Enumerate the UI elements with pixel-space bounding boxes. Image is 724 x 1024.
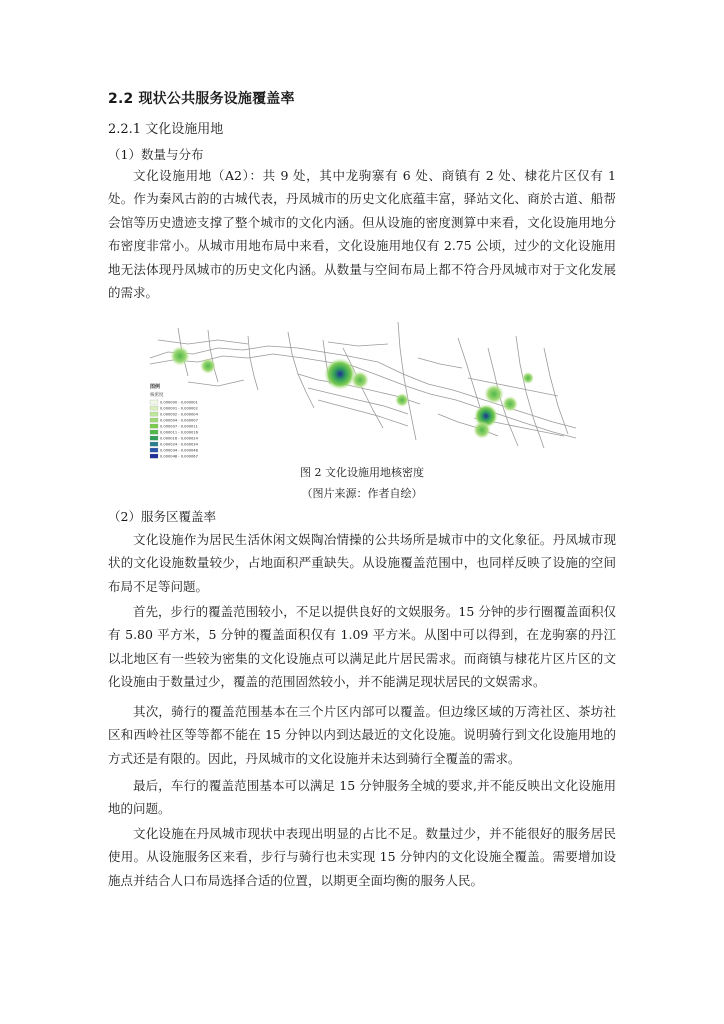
legend-swatch — [150, 442, 158, 446]
figure-caption: 图 2 文化设施用地核密度 — [300, 466, 424, 479]
legend-swatch — [150, 400, 158, 404]
figure-source: （图片来源：作者自绘） — [301, 487, 423, 500]
legend-label: 0.000011 - 0.000016 — [160, 430, 198, 435]
legend-label: 0.000034 - 0.000048 — [160, 448, 198, 453]
legend-swatch — [150, 424, 158, 428]
legend-swatch — [150, 448, 158, 452]
part1-title: （1）数量与分布 — [108, 147, 204, 162]
legend-label: 0.000048 - 0.000067 — [160, 454, 198, 459]
legend-subtitle: 核密度 — [150, 393, 164, 398]
legend-label: 0.000002 - 0.000004 — [160, 412, 198, 417]
part2-paragraph-1: 文化设施作为居民生活休闲文娱陶冶情操的公共场所是城市中的文化象征。丹凤城市现状的文化设施数量较少，占地面积严重缺失。从设施覆盖范围中，也同样反映了设施的空间布局不足等问题。 — [108, 532, 616, 594]
part2-paragraph-4: 最后，车行的覆盖范围基本可以满足 15 分钟服务全城的要求,并不能反映出文化设施用地的问题。 — [108, 778, 616, 817]
legend-label: 0.000007 - 0.000011 — [160, 424, 198, 429]
legend-title: 图例 — [150, 384, 161, 390]
part2-paragraph-2: 首先，步行的覆盖范围较小，不足以提供良好的文娱服务。15 分钟的步行圈覆盖面积仅有 5.80 平方米，5 分钟的覆盖面积仅有 1.09 平方米。从图中可以得到，在龙驹寨的丹江以北地区有一些较为密集的文化设施点可以满足此片居民需求。而商镇与棣花片区片区的文化设施由于数量过少，覆盖的范围固然较小，并不能满足现状居民的文娱需求。 — [108, 604, 616, 690]
map-graphic — [148, 318, 578, 460]
map-legend — [150, 383, 199, 459]
legend-swatch — [150, 418, 158, 422]
legend-label: 0.000024 - 0.000034 — [160, 442, 198, 447]
density-hotspots — [170, 346, 534, 439]
part2-paragraph-5: 文化设施在丹凤城市现状中表现出明显的占比不足。数量过少，并不能很好的服务居民使用。从设施服务区来看，步行与骑行也未实现 15 分钟内的文化设施全覆盖。需要增加设施点并结合人口布局选择合适的位置，以期更全面均衡的服务人民。 — [108, 826, 616, 888]
part2-title: （2）服务区覆盖率 — [108, 509, 216, 524]
legend-swatch — [150, 430, 158, 434]
legend-label: 0.000000 - 0.000001 — [160, 400, 198, 405]
subsection-heading: 2.2.1 文化设施用地 — [108, 122, 224, 137]
legend-swatch — [150, 454, 158, 458]
part1-paragraph: 文化设施用地（A2）：共 9 处，其中龙驹寨有 6 处、商镇有 2 处、棣花片区仅有 1 处。作为秦风古韵的古城代表，丹凤城市的历史文化底蕴丰富，驿站文化、商於古道、船帮会馆等历史遗迹支撑了整个城市的文化内涵。但从设施的密度测算中来看，文化设施用地分布密度非常小。从城市用地布局中来看，文化设施用地仅有 2.75 公顷，过少的文化设施用地无法体现丹凤城市的历史文化内涵。从数量与空间布局上都不符合丹凤城市对于文化发展的需求。 — [108, 168, 616, 301]
legend-label: 0.000001 - 0.000002 — [160, 406, 198, 411]
part2-paragraph-3: 其次，骑行的覆盖范围基本在三个片区内部可以覆盖。但边缘区域的万湾社区、茶坊社区和西岭社区等等都不能在 15 分钟以内到达最近的文化设施。说明骑行到文化设施用地的方式还是有限的。因此，丹凤城市的文化设施并未达到骑行全覆盖的需求。 — [108, 704, 616, 766]
legend-swatch — [150, 412, 158, 416]
legend-swatch — [150, 436, 158, 440]
kernel-density-map — [148, 318, 578, 460]
legend-label: 0.000016 - 0.000024 — [160, 436, 198, 441]
legend-label: 0.000004 - 0.000007 — [160, 418, 198, 423]
legend-swatch — [150, 406, 158, 410]
section-heading: 2.2 现状公共服务设施覆盖率 — [108, 91, 295, 107]
